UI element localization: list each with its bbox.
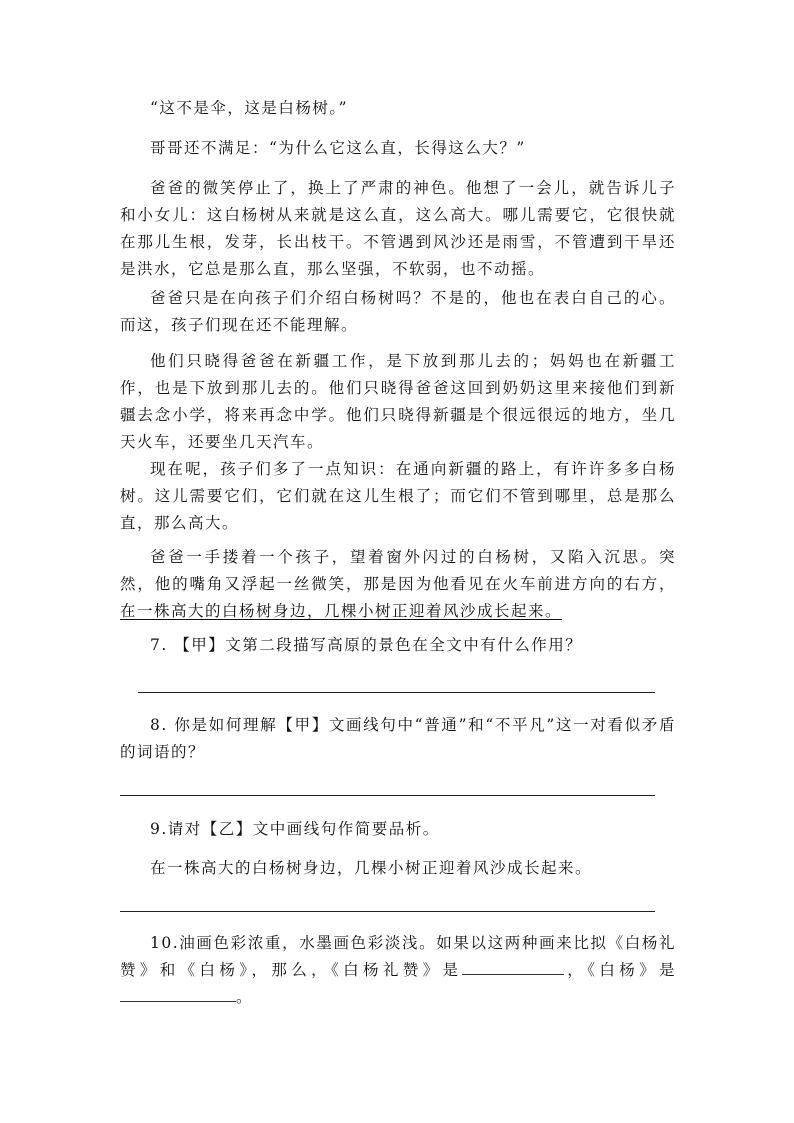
question-8: 8. 你是如何理解【甲】文画线句中“普通”和“不平凡”这一对看似矛盾的词语的？ (120, 716, 676, 761)
answer-line-q7[interactable] (138, 692, 655, 693)
blank-q10-1[interactable] (462, 960, 564, 975)
passage-line-2: 哥哥还不满足：“为什么它这么直，长得这么大？” (150, 139, 526, 157)
paragraph-7-lead: 爸爸一手搂着一个孩子，望着窗外闪过的白杨树，又陷入沉思。突然，他的嘴角又浮起一丝微笑，那是因为他看见在火车前进方向的右方， (120, 548, 676, 593)
passage-paragraph-5: 他们只晓得爸爸在新疆工作，是下放到那儿去的；妈妈也在新疆工作，也是下放到那儿去的。他们只晓得爸爸这回到奶奶这里来接他们到新疆去念小学，将来再念中学。他们只晓得新疆是个很远很远的地方，坐几天火车，还要坐几天汽车。 (120, 352, 676, 451)
question-10-end: 。 (236, 988, 254, 1006)
passage-paragraph-7 (120, 544, 676, 625)
question-9-quote: 在一株高大的白杨树身边，几棵小树正迎着风沙成长起来。 (150, 859, 593, 877)
answer-line-q8[interactable] (120, 795, 655, 796)
answer-line-q9[interactable] (120, 911, 655, 912)
passage-paragraph-3: 爸爸的微笑停止了，换上了严肃的神色。他想了一会儿，就告诉儿子和小女儿：这白杨树从来就是这么直，这么高大。哪儿需要它，它很快就在那儿生根，发芽，长出枝干。不管遇到风沙还是雨雪，不管遭到干旱还是洪水，它总是那么直，那么坚强，不软弱，也不动摇。 (120, 179, 676, 278)
question-7: 7. 【甲】文第二段描写高原的景色在全文中有什么作用？ (150, 636, 583, 654)
passage-line-1: “这不是伞，这是白杨树。” (150, 99, 349, 117)
question-10 (120, 930, 676, 1011)
blank-q10-2[interactable] (120, 987, 236, 1002)
underlined-sentence: 在一株高大的白杨树身边，几棵小树正迎着风沙成长起来。 (120, 602, 563, 620)
question-10-text-a: 10.油画色彩浓重，水墨画色彩淡浅。如果以这两种画来比拟《白杨礼赞》和《白杨》，那么，《白杨礼赞》是 (120, 934, 676, 979)
passage-paragraph-6: 现在呢，孩子们多了一点知识：在通向新疆的路上，有许许多多白杨树。这儿需要它们，它们就在这儿生根了；而它们不管到哪里，总是那么直，那么高大。 (120, 460, 676, 532)
question-9: 9.请对【乙】文中画线句作简要品析。 (150, 820, 440, 838)
question-10-text-b: ，《白杨》是 (564, 961, 676, 979)
passage-paragraph-4: 爸爸只是在向孩子们介绍白杨树吗？不是的，他也在表白自己的心。而这，孩子们现在还不能理解。 (120, 289, 676, 334)
